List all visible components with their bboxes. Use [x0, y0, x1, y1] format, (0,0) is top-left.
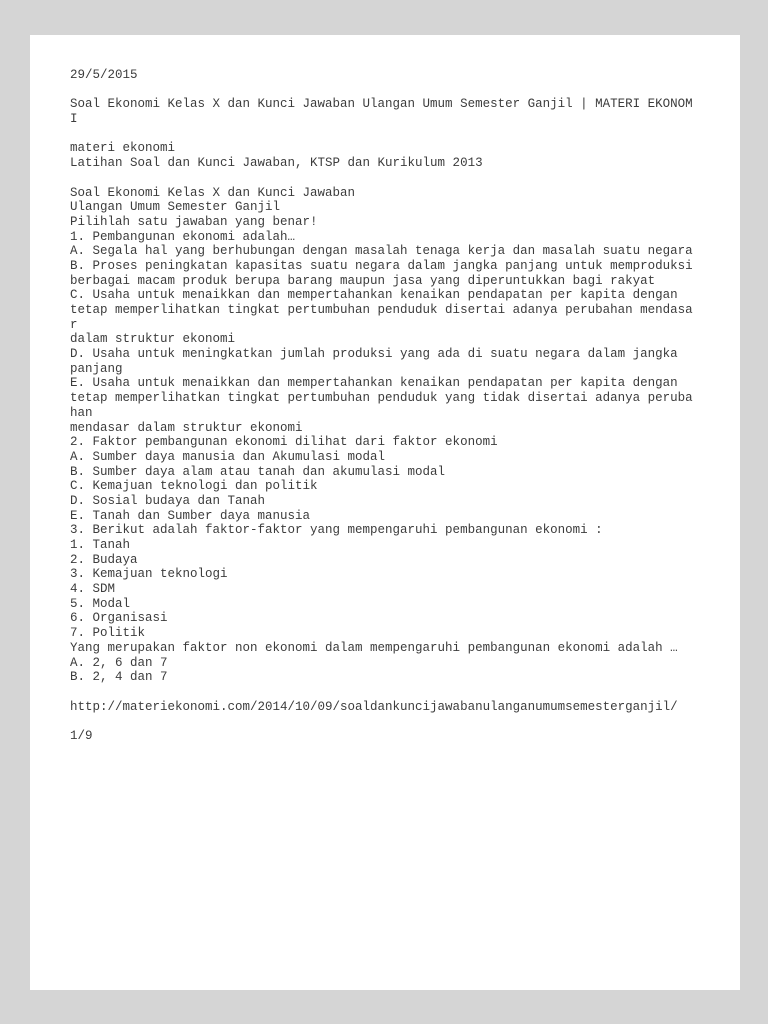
- text-line: 3. Kemajuan teknologi: [70, 567, 228, 582]
- text-line: panjang: [70, 361, 123, 376]
- text-line: 5. Modal: [70, 596, 131, 611]
- text-line: A. 2, 6 dan 7: [70, 655, 168, 670]
- text-line: 6. Organisasi: [70, 611, 168, 626]
- text-line: E. Usaha untuk menaikkan dan mempertahankan kenaikan pendapatan per kapita dengan: [70, 376, 678, 391]
- text-line: 1. Pembangunan ekonomi adalah…: [70, 229, 296, 244]
- text-line: 4. SDM: [70, 582, 116, 597]
- text-line: Yang merupakan faktor non ekonomi dalam mempengaruhi pembangunan ekonomi adalah …: [70, 640, 678, 655]
- text-line: han: [70, 405, 93, 420]
- text-line: Pilihlah satu jawaban yang benar!: [70, 214, 318, 229]
- text-line: 1/9: [70, 728, 93, 743]
- text-line: dalam struktur ekonomi: [70, 332, 236, 347]
- blank-line: [70, 83, 730, 98]
- text-line: C. Usaha untuk menaikkan dan mempertahankan kenaikan pendapatan per kapita dengan: [70, 288, 678, 303]
- text-line: berbagai macam produk berupa barang maupun jasa yang diperuntukkan bagi rakyat: [70, 273, 656, 288]
- text-line: E. Tanah dan Sumber daya manusia: [70, 508, 311, 523]
- text-line: tetap memperlihatkan tingkat pertumbuhan penduduk yang tidak disertai adanya peruba: [70, 391, 693, 406]
- document-page: [30, 35, 740, 990]
- text-line: 7. Politik: [70, 626, 146, 641]
- document-text: [70, 68, 730, 744]
- text-line: materi ekonomi: [70, 141, 176, 156]
- text-line: tetap memperlihatkan tingkat pertumbuhan penduduk disertai adanya perubahan mendasa: [70, 303, 693, 317]
- blank-line: [70, 171, 730, 186]
- text-line: Ulangan Umum Semester Ganjil: [70, 200, 281, 215]
- text-line: 1. Tanah: [70, 538, 131, 552]
- text-line: r: [70, 317, 78, 332]
- text-line: C. Kemajuan teknologi dan politik: [70, 479, 318, 494]
- text-line: A. Segala hal yang berhubungan dengan masalah tenaga kerja dan masalah suatu negara: [70, 244, 693, 259]
- text-line: 29/5/2015: [70, 68, 138, 82]
- text-line: 3. Berikut adalah faktor-faktor yang mempengaruhi pembangunan ekonomi :: [70, 523, 603, 538]
- text-line: D. Sosial budaya dan Tanah: [70, 493, 266, 508]
- text-line: Latihan Soal dan Kunci Jawaban, KTSP dan Kurikulum 2013: [70, 156, 483, 171]
- text-line: D. Usaha untuk meningkatkan jumlah produksi yang ada di suatu negara dalam jangka: [70, 347, 678, 362]
- text-line: B. 2, 4 dan 7: [70, 670, 168, 685]
- text-line: B. Proses peningkatan kapasitas suatu negara dalam jangka panjang untuk memproduksi: [70, 258, 693, 273]
- text-line: 2. Budaya: [70, 552, 138, 567]
- text-line: Soal Ekonomi Kelas X dan Kunci Jawaban: [70, 185, 356, 200]
- text-line: Soal Ekonomi Kelas X dan Kunci Jawaban Ulangan Umum Semester Ganjil | MATERI EKONOM: [70, 97, 693, 112]
- text-line: B. Sumber daya alam atau tanah dan akumulasi modal: [70, 464, 446, 479]
- text-line: mendasar dalam struktur ekonomi: [70, 420, 303, 435]
- text-line: A. Sumber daya manusia dan Akumulasi modal: [70, 449, 386, 464]
- text-line: http://materiekonomi.com/2014/10/09/soaldankuncijawabanulanganumumsemesterganjil/: [70, 699, 678, 714]
- text-line: I: [70, 112, 78, 127]
- blank-line: [70, 127, 730, 142]
- text-line: 2. Faktor pembangunan ekonomi dilihat dari faktor ekonomi: [70, 435, 498, 450]
- blank-line: [70, 685, 730, 700]
- blank-line: [70, 714, 730, 729]
